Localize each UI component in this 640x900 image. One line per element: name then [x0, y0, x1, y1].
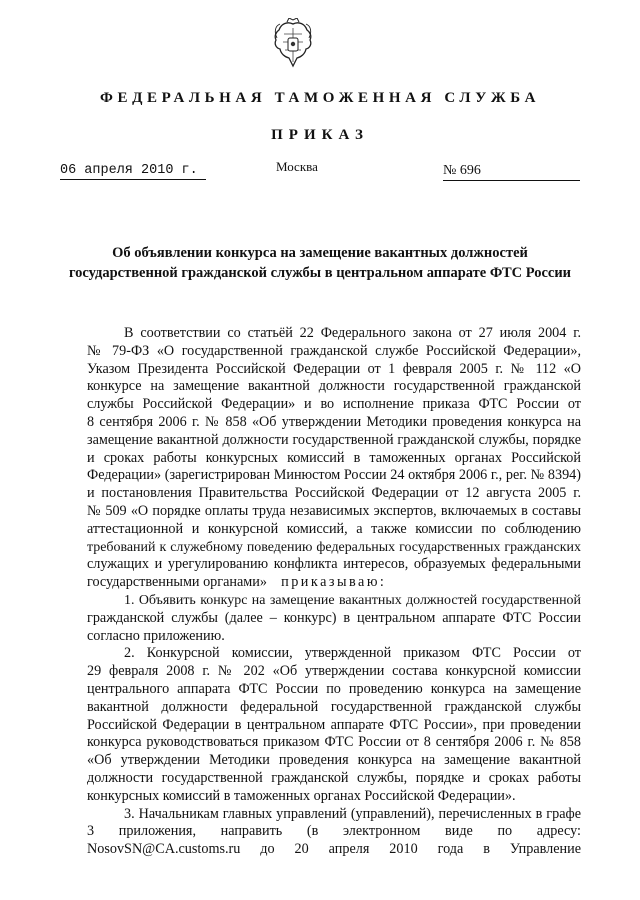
item-3-paragraph [87, 806, 581, 859]
preamble-paragraph [87, 325, 581, 592]
body-line: NosovSN@CA.customs.ru до 20 апреля 2010 года в Управление [87, 841, 581, 858]
body-line: Федерации» (зарегистрирован Минюстом России 24 октября 2006 г., рег. № 8394) [87, 467, 581, 484]
body-line: «Об утверждении Методики проведения конкурса на замещение вакантной [87, 752, 581, 769]
order-title-line: Об объявлении конкурса на замещение вакантных должностей [112, 245, 528, 261]
order-title-line: государственной гражданской службы в центральном аппарате ФТС России [68, 265, 572, 281]
body-line: служащих и урегулированию конфликта интересов, образуемых федеральными [87, 556, 581, 573]
body-line: аттестационной и конкурсной комиссий, а также комиссии по соблюдению [87, 520, 581, 537]
body-line: 3. Начальникам главных управлений (управлений), перечисленных в графе [124, 805, 581, 822]
agency-name: ФЕДЕРАЛЬНАЯ ТАМОЖЕННАЯ СЛУЖБА [99, 90, 541, 106]
body-line: Российской Федерации в центральном аппарате ФТС России», при проведении [87, 716, 581, 733]
order-word: приказываю: [281, 574, 387, 591]
body-line: требований к служебному поведению федеральных государственных гражданских [87, 539, 581, 555]
item-1-paragraph [87, 592, 581, 645]
order-date: 06 апреля 2010 г. [60, 163, 206, 180]
body-line: гражданской службы (далее – конкурс) в центральном аппарате ФТС России [87, 609, 581, 626]
body-line: вакантной должности федеральной государственной гражданской службы [87, 698, 581, 715]
body-line-text: государственными органами» [87, 574, 267, 591]
order-city: Москва [276, 159, 318, 174]
body-line: 3 приложения, направить (в электронном виде по адресу: [87, 823, 581, 840]
body-line: № 79-ФЗ «О государственной гражданской службе Российской Федерации», [87, 342, 581, 359]
body-line: конкурса руководствоваться приказом ФТС России от 8 сентября 2006 г. № 858 [87, 734, 581, 751]
body-line: должности государственной гражданской службы, порядке и сроках работы [87, 769, 581, 786]
body-line: В соответствии со статьёй 22 Федерального закона от 27 июля 2004 г. [124, 325, 581, 341]
body-line [87, 574, 581, 592]
body-line: 29 февраля 2008 г. № 202 «Об утверждении состава конкурсной комиссии [87, 663, 581, 680]
order-number: № 696 [443, 163, 580, 181]
body-line: 2. Конкурсной комиссии, утвержденной приказом ФТС России от [124, 645, 581, 662]
coat-of-arms-emblem [271, 18, 315, 70]
order-meta-row [0, 159, 640, 189]
order-body [87, 325, 581, 859]
body-line: согласно приложению. [87, 627, 225, 644]
body-line: 1. Объявить конкурс на замещение вакантных должностей государственной [124, 592, 581, 608]
body-line: и сроках работы конкурсных комиссий в таможенных органах Российской [87, 449, 581, 466]
body-line: Указом Президента Российской Федерации от 1 февраля 2005 г. № 112 «О [87, 360, 581, 377]
body-line: конкурсе на замещение вакантной должности государственной гражданской [87, 378, 581, 395]
body-line: конкурсных комиссий в таможенных органах Российской Федерации». [87, 787, 516, 804]
body-line: службы Российской Федерации» и во исполнение приказа ФТС России от [87, 396, 581, 413]
body-line: центрального аппарата ФТС России по проведению конкурса на замещение [87, 680, 581, 697]
order-title [50, 243, 590, 283]
body-line: № 509 «О порядке оплаты труда независимых экспертов, включаемых в составы [87, 502, 581, 519]
body-line: 8 сентября 2006 г. № 858 «Об утверждении Методики проведения конкурса на [87, 413, 581, 430]
item-2-paragraph [87, 645, 581, 805]
document-type: ПРИКАЗ [271, 127, 369, 143]
body-line: и постановления Правительства Российской Федерации от 12 августа 2005 г. [87, 485, 581, 502]
body-line: замещение вакантной должности государственной гражданской службы, порядке [87, 431, 581, 448]
